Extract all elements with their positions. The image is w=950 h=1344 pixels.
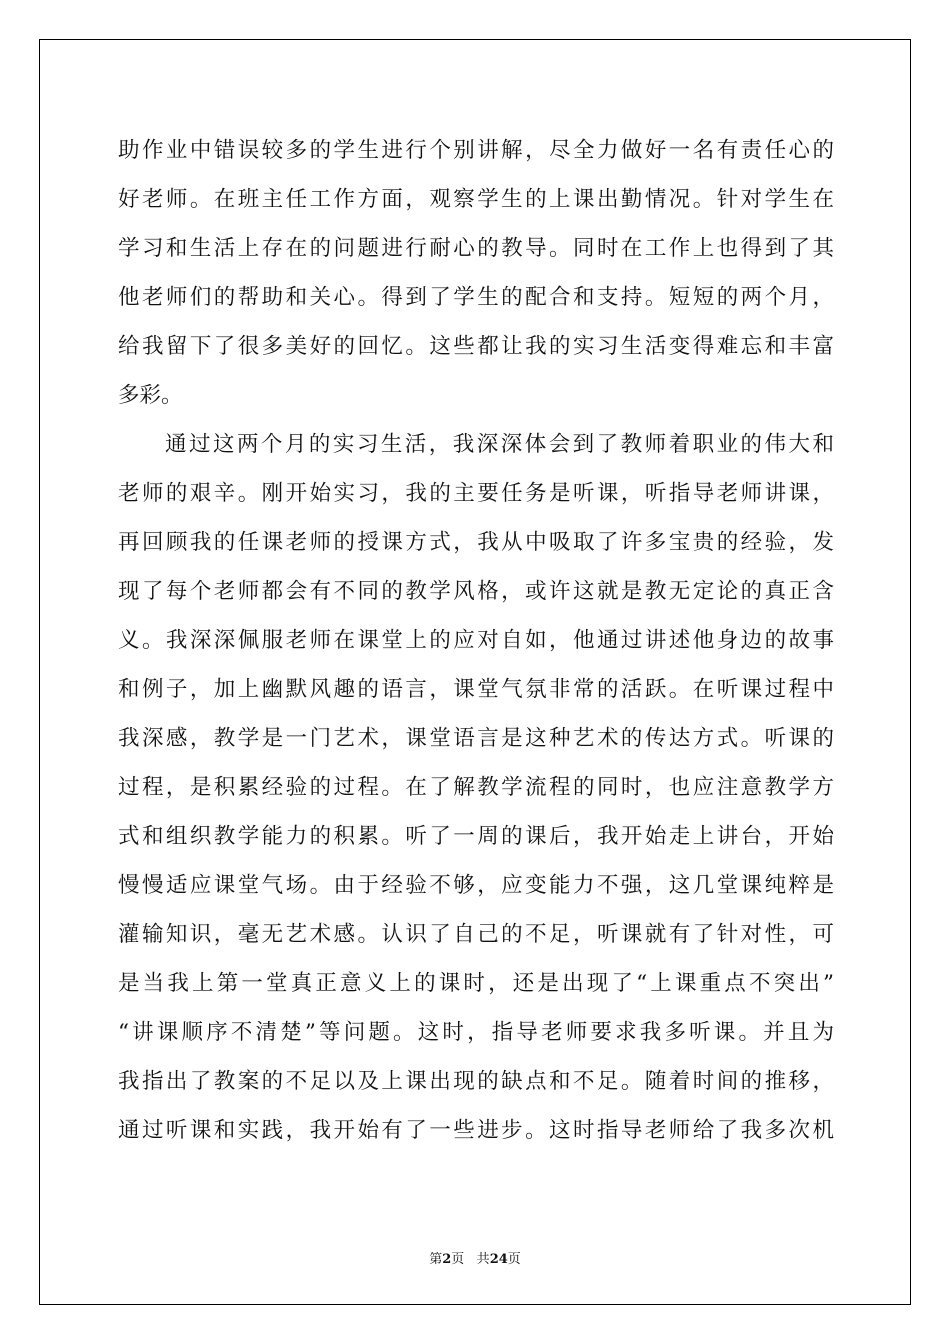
text-line: 给我留下了很多美好的回忆。这些都让我的实习生活变得难忘和丰富 bbox=[118, 334, 834, 359]
text-line: 学习和生活上存在的问题进行耐心的教导。同时在工作上也得到了其 bbox=[118, 236, 834, 261]
text-line: 再回顾我的任课老师的授课方式，我从中吸取了许多宝贵的经验，发 bbox=[118, 530, 834, 555]
text-line: 通过这两个月的实习生活，我深深体会到了教师着职业的伟大和 bbox=[165, 432, 834, 457]
page-prefix: 第 bbox=[429, 1252, 443, 1267]
text-line: 好老师。在班主任工作方面，观察学生的上课出勤情况。针对学生在 bbox=[118, 187, 834, 212]
page-footer bbox=[0, 1248, 950, 1267]
text-line: 灌输知识，毫无艺术感。认识了自己的不足，听课就有了针对性，可 bbox=[118, 922, 834, 947]
text-line: 义。我深深佩服老师在课堂上的应对自如，他通过讲述他身边的故事 bbox=[118, 628, 834, 653]
text-line: 现了每个老师都会有不同的教学风格，或许这就是教无定论的真正含 bbox=[118, 579, 834, 604]
text-line: 式和组织教学能力的积累。听了一周的课后，我开始走上讲台，开始 bbox=[118, 824, 834, 849]
text-line: “讲课顺序不清楚”等问题。这时，指导老师要求我多听课。并且为 bbox=[118, 1020, 834, 1045]
total-pages: 24 bbox=[489, 1252, 508, 1267]
text-line: 通过听课和实践，我开始有了一些进步。这时指导老师给了我多次机 bbox=[118, 1118, 834, 1143]
text-line: 和例子，加上幽默风趣的语言，课堂气氛非常的活跃。在听课过程中 bbox=[118, 677, 834, 702]
page-suffix: 页 bbox=[451, 1252, 465, 1267]
page-number: 2 bbox=[442, 1252, 452, 1267]
text-line: 我深感，教学是一门艺术，课堂语言是这种艺术的传达方式。听课的 bbox=[118, 726, 834, 751]
total-prefix: 共 bbox=[476, 1252, 490, 1267]
text-line: 慢慢适应课堂气场。由于经验不够，应变能力不强，这几堂课纯粹是 bbox=[118, 873, 834, 898]
document-body bbox=[118, 126, 834, 1155]
text-line: 多彩。 bbox=[118, 383, 183, 408]
text-line: 过程，是积累经验的过程。在了解教学流程的同时，也应注意教学方 bbox=[118, 775, 834, 800]
text-line: 我指出了教案的不足以及上课出现的缺点和不足。随着时间的推移， bbox=[118, 1069, 834, 1094]
text-line: 老师的艰辛。刚开始实习，我的主要任务是听课，听指导老师讲课， bbox=[118, 481, 834, 506]
text-line: 是当我上第一堂真正意义上的课时，还是出现了“上课重点不突出” bbox=[118, 971, 834, 996]
total-suffix: 页 bbox=[507, 1252, 521, 1267]
text-line: 助作业中错误较多的学生进行个别讲解，尽全力做好一名有责任心的 bbox=[118, 138, 834, 163]
text-line: 他老师们的帮助和关心。得到了学生的配合和支持。短短的两个月， bbox=[118, 285, 834, 310]
